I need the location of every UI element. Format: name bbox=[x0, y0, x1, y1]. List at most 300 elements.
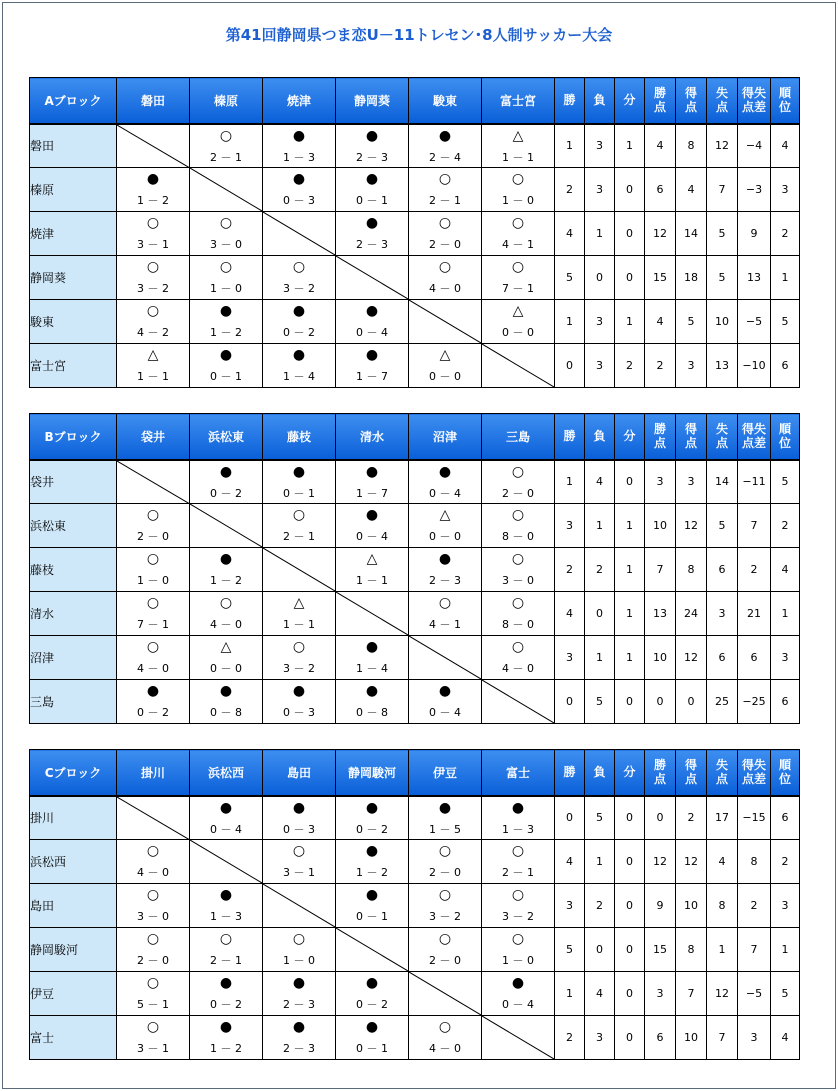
self-match-cell bbox=[482, 680, 555, 724]
match-result-cell bbox=[336, 636, 409, 680]
stat-wins: 3 bbox=[555, 884, 585, 928]
match-result-cell bbox=[336, 680, 409, 724]
match-result-cell bbox=[190, 592, 263, 636]
loss-mark-icon: ● bbox=[365, 1019, 379, 1035]
stat-draws: 0 bbox=[615, 680, 645, 724]
match-score: 0 － 0 bbox=[210, 662, 242, 675]
diagonal-line bbox=[190, 840, 262, 883]
self-match-cell bbox=[263, 212, 336, 256]
stat-wins: 0 bbox=[555, 680, 585, 724]
match-score: 1 － 2 bbox=[210, 574, 242, 587]
stat-goal-diff: 8 bbox=[738, 840, 771, 884]
match-score: 0 － 4 bbox=[502, 998, 534, 1011]
match-result-cell bbox=[117, 300, 190, 344]
match-score: 2 － 1 bbox=[429, 194, 461, 207]
team-row-name: 藤枝 bbox=[30, 548, 117, 592]
stat-header-losses: 負 bbox=[585, 78, 615, 124]
match-score: 4 － 0 bbox=[502, 662, 534, 675]
match-score: 1 － 0 bbox=[283, 954, 315, 967]
loss-mark-icon: ● bbox=[292, 799, 306, 816]
match-result-cell bbox=[336, 796, 409, 840]
match-score: 0 － 4 bbox=[210, 822, 242, 836]
match-result-cell bbox=[409, 460, 482, 504]
stat-goal-diff: 3 bbox=[738, 1016, 771, 1060]
match-result-cell bbox=[190, 972, 263, 1016]
stat-rank: 2 bbox=[771, 504, 800, 548]
match-result-cell bbox=[336, 884, 409, 928]
match-score: 1 － 0 bbox=[502, 954, 534, 967]
team-column-header: 伊豆 bbox=[409, 750, 482, 796]
match-score: 3 － 2 bbox=[283, 282, 315, 295]
stat-draws: 1 bbox=[615, 124, 645, 168]
stat-losses: 0 bbox=[585, 928, 615, 972]
loss-mark-icon: ● bbox=[365, 683, 379, 699]
stat-draws: 0 bbox=[615, 972, 645, 1016]
match-score: 2 － 3 bbox=[283, 1042, 315, 1055]
team-row-name: 清水 bbox=[30, 592, 117, 636]
win-mark-icon: ○ bbox=[146, 1019, 160, 1035]
stat-header-draws: 分 bbox=[615, 750, 645, 796]
match-score: 0 － 4 bbox=[356, 530, 388, 543]
self-match-cell bbox=[263, 548, 336, 592]
league-table-3 bbox=[29, 749, 800, 1060]
match-result-cell bbox=[482, 548, 555, 592]
block-label: Cブロック bbox=[30, 750, 117, 796]
match-result-cell bbox=[409, 548, 482, 592]
match-result-cell bbox=[482, 884, 555, 928]
match-result-cell bbox=[263, 636, 336, 680]
team-column-header: 浜松東 bbox=[190, 414, 263, 460]
match-result-cell bbox=[482, 256, 555, 300]
stat-draws: 0 bbox=[615, 212, 645, 256]
stat-goals-for: 8 bbox=[676, 928, 707, 972]
match-score: 2 － 3 bbox=[429, 574, 461, 587]
match-score: 0 － 2 bbox=[210, 998, 242, 1011]
match-result-cell bbox=[482, 592, 555, 636]
match-result-cell bbox=[336, 212, 409, 256]
team-row-name: 掛川 bbox=[30, 796, 117, 840]
match-result-cell bbox=[190, 548, 263, 592]
stat-goals-against: 12 bbox=[707, 124, 738, 168]
stat-losses: 0 bbox=[585, 256, 615, 300]
table-row bbox=[30, 928, 800, 972]
table-row bbox=[30, 548, 800, 592]
match-result-cell bbox=[263, 796, 336, 840]
stat-losses: 4 bbox=[585, 972, 615, 1016]
match-score: 0 － 0 bbox=[429, 370, 461, 383]
stat-rank: 5 bbox=[771, 460, 800, 504]
stat-points: 15 bbox=[645, 256, 676, 300]
stat-goals-for: 5 bbox=[676, 300, 707, 344]
stat-goals-for: 3 bbox=[676, 344, 707, 388]
stat-goal-diff: −5 bbox=[738, 972, 771, 1016]
match-result-cell bbox=[336, 504, 409, 548]
stat-losses: 0 bbox=[585, 592, 615, 636]
stat-draws: 0 bbox=[615, 168, 645, 212]
team-column-header: 掛川 bbox=[117, 750, 190, 796]
diagonal-line bbox=[409, 636, 481, 679]
draw-mark-icon: △ bbox=[147, 347, 159, 363]
stat-losses: 3 bbox=[585, 168, 615, 212]
loss-mark-icon: ● bbox=[292, 171, 306, 187]
stat-header-losses: 負 bbox=[585, 414, 615, 460]
match-score: 3 － 0 bbox=[210, 238, 242, 251]
stat-draws: 1 bbox=[615, 504, 645, 548]
stat-draws: 1 bbox=[615, 548, 645, 592]
table-row bbox=[30, 460, 800, 504]
win-mark-icon: ○ bbox=[438, 1019, 452, 1035]
match-score: 2 － 0 bbox=[502, 486, 534, 500]
match-result-cell bbox=[336, 460, 409, 504]
diagonal-line bbox=[336, 592, 408, 635]
match-score: 5 － 1 bbox=[137, 998, 169, 1011]
stat-points: 2 bbox=[645, 344, 676, 388]
match-result-cell bbox=[263, 1016, 336, 1060]
match-result-cell bbox=[409, 1016, 482, 1060]
stat-wins: 2 bbox=[555, 168, 585, 212]
self-match-cell bbox=[409, 972, 482, 1016]
match-result-cell bbox=[117, 344, 190, 388]
stat-goals-against: 25 bbox=[707, 680, 738, 724]
self-match-cell bbox=[336, 256, 409, 300]
stat-header-wins: 勝 bbox=[555, 414, 585, 460]
loss-mark-icon: ● bbox=[511, 799, 525, 816]
diagonal-line bbox=[482, 344, 554, 387]
stat-points: 0 bbox=[645, 796, 676, 840]
diagonal-line bbox=[190, 168, 262, 211]
match-result-cell bbox=[190, 300, 263, 344]
match-score: 1 － 0 bbox=[502, 194, 534, 207]
match-score: 1 － 1 bbox=[356, 574, 388, 587]
win-mark-icon: ○ bbox=[146, 931, 160, 947]
win-mark-icon: ○ bbox=[219, 595, 233, 611]
team-row-name: 焼津 bbox=[30, 212, 117, 256]
match-result-cell bbox=[190, 884, 263, 928]
team-row-name: 沼津 bbox=[30, 636, 117, 680]
team-column-header: 静岡葵 bbox=[336, 78, 409, 124]
match-score: 0 － 3 bbox=[283, 822, 315, 836]
match-score: 2 － 1 bbox=[283, 530, 315, 543]
stat-wins: 4 bbox=[555, 840, 585, 884]
match-score: 3 － 1 bbox=[137, 1042, 169, 1055]
stat-goals-against: 7 bbox=[707, 168, 738, 212]
match-score: 4 － 1 bbox=[502, 238, 534, 251]
stat-goal-diff: −5 bbox=[738, 300, 771, 344]
match-score: 2 － 4 bbox=[429, 150, 461, 164]
stat-losses: 1 bbox=[585, 212, 615, 256]
stat-rank: 2 bbox=[771, 212, 800, 256]
loss-mark-icon: ● bbox=[219, 347, 233, 363]
table-row bbox=[30, 344, 800, 388]
match-result-cell bbox=[336, 300, 409, 344]
stat-losses: 1 bbox=[585, 504, 615, 548]
stat-goal-diff: 21 bbox=[738, 592, 771, 636]
stat-draws: 0 bbox=[615, 256, 645, 300]
win-mark-icon: ○ bbox=[511, 931, 525, 947]
stat-points: 6 bbox=[645, 168, 676, 212]
stat-wins: 1 bbox=[555, 460, 585, 504]
stat-goals-against: 5 bbox=[707, 212, 738, 256]
match-score: 0 － 8 bbox=[210, 706, 242, 719]
team-row-name: 静岡駿河 bbox=[30, 928, 117, 972]
loss-mark-icon: ● bbox=[292, 975, 306, 991]
match-score: 1 － 4 bbox=[356, 662, 388, 675]
win-mark-icon: ○ bbox=[146, 887, 160, 903]
match-result-cell bbox=[482, 300, 555, 344]
stat-wins: 4 bbox=[555, 592, 585, 636]
match-score: 0 － 0 bbox=[502, 326, 534, 339]
diagonal-line bbox=[117, 125, 189, 168]
stat-rank: 3 bbox=[771, 636, 800, 680]
stat-points: 3 bbox=[645, 972, 676, 1016]
match-result-cell bbox=[482, 840, 555, 884]
stat-header-goals-against: 失 点 bbox=[707, 414, 738, 460]
loss-mark-icon: ● bbox=[365, 639, 379, 655]
team-column-header: 静岡駿河 bbox=[336, 750, 409, 796]
win-mark-icon: ○ bbox=[511, 843, 525, 859]
stat-goals-against: 8 bbox=[707, 884, 738, 928]
stat-wins: 5 bbox=[555, 928, 585, 972]
loss-mark-icon: ● bbox=[292, 347, 306, 363]
match-score: 4 － 0 bbox=[210, 618, 242, 631]
stat-wins: 5 bbox=[555, 256, 585, 300]
team-row-name: 袋井 bbox=[30, 460, 117, 504]
stat-losses: 4 bbox=[585, 460, 615, 504]
stat-goals-for: 12 bbox=[676, 504, 707, 548]
table-row bbox=[30, 124, 800, 168]
stat-goals-against: 13 bbox=[707, 344, 738, 388]
stat-goals-against: 1 bbox=[707, 928, 738, 972]
stat-goals-for: 8 bbox=[676, 124, 707, 168]
loss-mark-icon: ● bbox=[219, 683, 233, 699]
stat-rank: 4 bbox=[771, 124, 800, 168]
draw-mark-icon: △ bbox=[366, 551, 378, 567]
loss-mark-icon: ● bbox=[219, 975, 233, 991]
stat-wins: 2 bbox=[555, 1016, 585, 1060]
match-score: 0 － 1 bbox=[283, 486, 315, 500]
loss-mark-icon: ● bbox=[365, 975, 379, 991]
stat-rank: 6 bbox=[771, 680, 800, 724]
stat-losses: 3 bbox=[585, 344, 615, 388]
match-score: 2 － 1 bbox=[210, 150, 242, 164]
match-score: 1 － 7 bbox=[356, 486, 388, 500]
loss-mark-icon: ● bbox=[292, 127, 306, 144]
match-score: 1 － 1 bbox=[137, 370, 169, 383]
match-score: 3 － 1 bbox=[137, 238, 169, 251]
stat-rank: 6 bbox=[771, 344, 800, 388]
match-result-cell bbox=[409, 256, 482, 300]
stat-goals-against: 14 bbox=[707, 460, 738, 504]
stat-wins: 3 bbox=[555, 504, 585, 548]
stat-draws: 1 bbox=[615, 592, 645, 636]
stat-goals-for: 2 bbox=[676, 796, 707, 840]
block-label: Bブロック bbox=[30, 414, 117, 460]
stat-wins: 3 bbox=[555, 636, 585, 680]
win-mark-icon: ○ bbox=[146, 595, 160, 611]
match-result-cell bbox=[117, 504, 190, 548]
win-mark-icon: ○ bbox=[292, 639, 306, 655]
win-mark-icon: ○ bbox=[146, 551, 160, 567]
diagonal-line bbox=[263, 548, 335, 591]
match-score: 4 － 0 bbox=[137, 662, 169, 675]
league-table-2 bbox=[29, 413, 800, 724]
stat-goal-diff: 6 bbox=[738, 636, 771, 680]
self-match-cell bbox=[190, 840, 263, 884]
stat-points: 9 bbox=[645, 884, 676, 928]
block-label: Aブロック bbox=[30, 78, 117, 124]
match-result-cell bbox=[263, 928, 336, 972]
match-score: 3 － 0 bbox=[502, 574, 534, 587]
team-column-header: 焼津 bbox=[263, 78, 336, 124]
match-score: 0 － 3 bbox=[283, 706, 315, 719]
match-result-cell bbox=[263, 300, 336, 344]
match-score: 8 － 0 bbox=[502, 618, 534, 631]
loss-mark-icon: ● bbox=[219, 303, 233, 319]
loss-mark-icon: ● bbox=[219, 1019, 233, 1035]
stat-header-draws: 分 bbox=[615, 414, 645, 460]
stat-header-goal-diff: 得失 点差 bbox=[738, 78, 771, 124]
team-row-name: 静岡葵 bbox=[30, 256, 117, 300]
stat-draws: 0 bbox=[615, 928, 645, 972]
match-result-cell bbox=[482, 124, 555, 168]
stat-points: 13 bbox=[645, 592, 676, 636]
table-row bbox=[30, 168, 800, 212]
stat-goals-against: 3 bbox=[707, 592, 738, 636]
match-result-cell bbox=[117, 168, 190, 212]
match-score: 7 － 1 bbox=[502, 282, 534, 295]
loss-mark-icon: ● bbox=[365, 799, 379, 816]
stat-header-wins: 勝 bbox=[555, 750, 585, 796]
self-match-cell bbox=[117, 460, 190, 504]
stat-goals-for: 14 bbox=[676, 212, 707, 256]
stat-goals-for: 8 bbox=[676, 548, 707, 592]
win-mark-icon: ○ bbox=[438, 595, 452, 611]
match-result-cell bbox=[336, 548, 409, 592]
win-mark-icon: ○ bbox=[511, 171, 525, 187]
diagonal-line bbox=[409, 300, 481, 343]
match-result-cell bbox=[263, 124, 336, 168]
loss-mark-icon: ● bbox=[365, 843, 379, 859]
stat-draws: 2 bbox=[615, 344, 645, 388]
table-row bbox=[30, 300, 800, 344]
stat-goals-for: 24 bbox=[676, 592, 707, 636]
table-row bbox=[30, 636, 800, 680]
match-score: 2 － 3 bbox=[356, 150, 388, 164]
win-mark-icon: ○ bbox=[292, 931, 306, 947]
loss-mark-icon: ● bbox=[365, 887, 379, 903]
win-mark-icon: ○ bbox=[146, 639, 160, 655]
team-column-header: 富士 bbox=[482, 750, 555, 796]
team-row-name: 富士 bbox=[30, 1016, 117, 1060]
match-result-cell bbox=[263, 504, 336, 548]
stat-points: 7 bbox=[645, 548, 676, 592]
match-score: 2 － 0 bbox=[137, 954, 169, 967]
stat-goals-against: 4 bbox=[707, 840, 738, 884]
match-result-cell bbox=[409, 344, 482, 388]
stat-goal-diff: −3 bbox=[738, 168, 771, 212]
loss-mark-icon: ● bbox=[365, 215, 379, 231]
draw-mark-icon: △ bbox=[439, 507, 451, 523]
diagonal-line bbox=[336, 256, 408, 299]
stat-wins: 1 bbox=[555, 124, 585, 168]
match-score: 0 － 8 bbox=[356, 706, 388, 719]
win-mark-icon: ○ bbox=[511, 507, 525, 523]
team-column-header: 駿東 bbox=[409, 78, 482, 124]
table-row bbox=[30, 972, 800, 1016]
stat-rank: 2 bbox=[771, 840, 800, 884]
match-score: 3 － 2 bbox=[429, 910, 461, 923]
stat-goals-for: 10 bbox=[676, 1016, 707, 1060]
stat-points: 12 bbox=[645, 840, 676, 884]
stat-goal-diff: 2 bbox=[738, 884, 771, 928]
match-result-cell bbox=[336, 124, 409, 168]
match-score: 0 － 0 bbox=[429, 530, 461, 543]
stat-header-points: 勝 点 bbox=[645, 414, 676, 460]
win-mark-icon: ○ bbox=[146, 303, 160, 319]
draw-mark-icon: △ bbox=[439, 347, 451, 363]
win-mark-icon: ○ bbox=[292, 843, 306, 859]
match-result-cell bbox=[263, 680, 336, 724]
loss-mark-icon: ● bbox=[438, 127, 452, 144]
win-mark-icon: ○ bbox=[146, 507, 160, 523]
match-score: 0 － 2 bbox=[283, 326, 315, 339]
match-score: 1 － 1 bbox=[283, 618, 315, 631]
match-score: 0 － 1 bbox=[356, 1042, 388, 1055]
match-result-cell bbox=[190, 928, 263, 972]
win-mark-icon: ○ bbox=[438, 887, 452, 903]
match-score: 4 － 2 bbox=[137, 326, 169, 339]
match-score: 4 － 1 bbox=[429, 618, 461, 631]
match-score: 0 － 4 bbox=[429, 486, 461, 500]
match-result-cell bbox=[117, 840, 190, 884]
team-row-name: 榛原 bbox=[30, 168, 117, 212]
self-match-cell bbox=[409, 300, 482, 344]
stat-points: 4 bbox=[645, 300, 676, 344]
stat-points: 15 bbox=[645, 928, 676, 972]
stat-header-losses: 負 bbox=[585, 750, 615, 796]
win-mark-icon: ○ bbox=[511, 215, 525, 231]
match-result-cell bbox=[409, 884, 482, 928]
win-mark-icon: ○ bbox=[219, 931, 233, 947]
match-result-cell bbox=[263, 840, 336, 884]
match-result-cell bbox=[336, 1016, 409, 1060]
match-result-cell bbox=[482, 460, 555, 504]
stat-goals-for: 18 bbox=[676, 256, 707, 300]
team-row-name: 伊豆 bbox=[30, 972, 117, 1016]
stat-goals-against: 6 bbox=[707, 548, 738, 592]
self-match-cell bbox=[117, 124, 190, 168]
win-mark-icon: ○ bbox=[438, 215, 452, 231]
match-score: 0 － 4 bbox=[429, 706, 461, 719]
loss-mark-icon: ● bbox=[438, 463, 452, 480]
stat-losses: 3 bbox=[585, 124, 615, 168]
match-score: 0 － 2 bbox=[137, 706, 169, 719]
match-result-cell bbox=[190, 636, 263, 680]
match-score: 0 － 1 bbox=[356, 910, 388, 923]
match-score: 0 － 1 bbox=[356, 194, 388, 207]
self-match-cell bbox=[336, 592, 409, 636]
team-row-name: 浜松東 bbox=[30, 504, 117, 548]
match-score: 1 － 2 bbox=[210, 1042, 242, 1055]
stat-losses: 5 bbox=[585, 796, 615, 840]
match-result-cell bbox=[336, 344, 409, 388]
match-score: 2 － 3 bbox=[356, 238, 388, 251]
match-result-cell bbox=[482, 168, 555, 212]
team-row-name: 三島 bbox=[30, 680, 117, 724]
match-score: 2 － 3 bbox=[283, 998, 315, 1011]
stat-header-goals-for: 得 点 bbox=[676, 78, 707, 124]
match-result-cell bbox=[263, 168, 336, 212]
